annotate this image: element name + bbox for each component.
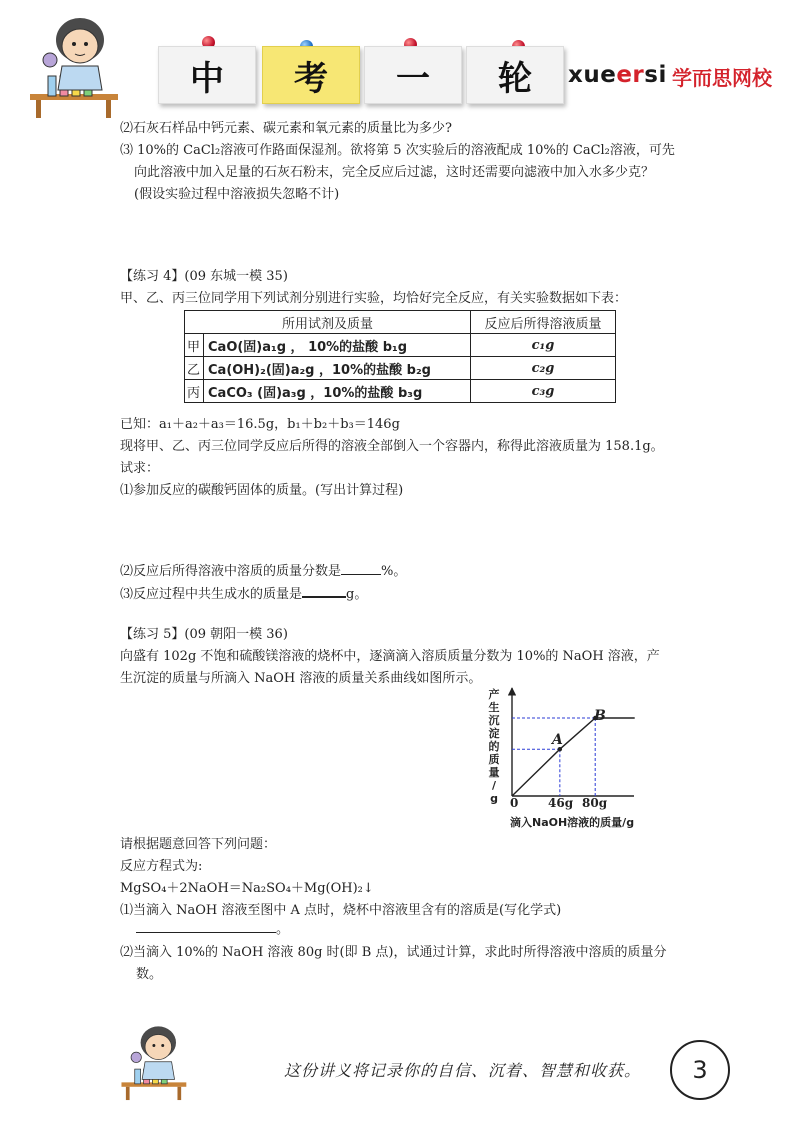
x-tick-80: 80g (582, 796, 608, 810)
exercise5-prompt: 请根据题意回答下列问题： (120, 837, 277, 852)
exercise4-ask: 试求： (120, 461, 160, 476)
table-header-result: 反应后所得溶液质量 (470, 311, 615, 334)
prev-q3-line2: 向此溶液中加入足量的石灰石粉末，完全反应后过滤，这时还需要向滤液中加入水多少克？ (134, 165, 655, 180)
y-label-char: 淀 (488, 727, 500, 740)
table-cell-reagent: CaCO₃ (固)a₃g ，10%的盐酸 b₃g (204, 380, 471, 403)
exercise4-q2-unit: %。 (381, 564, 407, 579)
header-card-2: 考 (262, 46, 360, 104)
point-a-label: A (552, 732, 563, 748)
exercise5-q1-answer (136, 918, 289, 941)
exercise4-q2-text: ⑵反应后所得溶液中溶质的质量分数是 (120, 564, 342, 579)
prev-q3-line3: (假设实验过程中溶液损失忽略不计) (134, 187, 340, 202)
point-b-label: B (594, 708, 606, 724)
exercise4-q3-text: ⑶反应过程中共生成水的质量是 (120, 587, 303, 602)
exercise4-q3-unit: g。 (346, 587, 368, 602)
table-row (185, 380, 616, 403)
x-tick-46: 46g (548, 796, 574, 810)
brand-part-a: xue (568, 62, 617, 88)
exercise5-eq-label: 反应方程式为: (120, 859, 203, 874)
experiment-table (184, 310, 616, 403)
y-axis-label (486, 688, 502, 805)
exercise5-q1-line1: ⑴当滴入 NaOH 溶液至图中 A 点时，烧杯中溶液里含有的溶质是(写化学式) (120, 903, 562, 918)
table-cell-result: c₁g (470, 334, 615, 357)
precipitate-graph-svg (486, 684, 696, 834)
exercise4-mix: 现将甲、乙、丙三位同学反应后所得的溶液全部倒入一个容器内，称得此溶液质量为 158.1g。 (120, 439, 664, 454)
footer-mascot-icon (120, 1020, 190, 1102)
x-axis-label: 滴入NaOH溶液的质量/g (510, 816, 635, 829)
table-cell-reagent: Ca(OH)₂(固)a₂g ，10%的盐酸 b₂g (204, 357, 471, 380)
y-label-char: / (491, 779, 497, 792)
exercise5-intro-line1: 向盛有 102g 不饱和硫酸镁溶液的烧杯中，逐滴滴入溶质质量分数为 10%的 NaOH 溶液，产 (120, 649, 660, 664)
exercise5-title: 【练习 5】(09 朝阳一模 36) (120, 627, 288, 642)
answer-blank[interactable] (302, 582, 346, 598)
table-header-row (185, 311, 616, 334)
prev-q2: ⑵石灰石样品中钙元素、碳元素和氧元素的质量比为多少? (120, 121, 452, 136)
header-card-3: 一 (364, 46, 462, 104)
header-card-4: 轮 (466, 46, 564, 104)
y-label-char: g (490, 792, 498, 805)
table-cell-who: 甲 (185, 334, 204, 357)
y-label-char: 沉 (488, 714, 500, 727)
exercise4-q3 (120, 582, 367, 606)
exercise5-q2-line2: 数。 (136, 967, 163, 982)
table-cell-result: c₃g (470, 380, 615, 403)
brand-name-zh: 学而思网校 (672, 66, 772, 90)
precipitate-curve (512, 718, 635, 796)
brand-part-b: er (616, 62, 645, 88)
header-card-1: 中 (158, 46, 256, 104)
exercise5-intro-line2: 生沉淀的质量与所滴入 NaOH 溶液的质量关系曲线如图所示。 (120, 671, 482, 686)
x-tick-0: 0 (510, 796, 519, 810)
exercise4-q1: ⑴参加反应的碳酸钙固体的质量。(写出计算过程) (120, 483, 404, 498)
exercise4-title: 【练习 4】(09 东城一模 35) (120, 269, 288, 284)
exercise4-q2 (120, 560, 406, 583)
page-number: 3 (670, 1040, 730, 1100)
exercise5-q2-line1: ⑵当滴入 10%的 NaOH 溶液 80g 时(即 B 点)，试通过计算，求此时所得溶液中溶质的质量分 (120, 945, 667, 960)
y-label-char: 生 (488, 701, 500, 714)
table-cell-who: 丙 (185, 380, 204, 403)
table-cell-who: 乙 (185, 357, 204, 380)
exercise5-equation: MgSO₄＋2NaOH＝Na₂SO₄＋Mg(OH)₂↓ (120, 881, 374, 896)
table-header-reagent: 所用试剂及质量 (185, 311, 471, 334)
y-label-char: 的 (488, 740, 500, 753)
prev-q3-line1: ⑶ 10%的 CaCl₂溶液可作路面保湿剂。欲将第 5 次实验后的溶液配成 10%的 CaCl₂溶液，可先 (120, 143, 675, 158)
table-row (185, 357, 616, 380)
brand-part-c: si (644, 62, 667, 88)
table-cell-result: c₂g (470, 357, 615, 380)
table-cell-reagent: CaO(固)a₁g ， 10%的盐酸 b₁g (204, 334, 471, 357)
scientist-mascot-icon (28, 10, 123, 120)
table-row (185, 334, 616, 357)
y-label-char: 质 (488, 753, 500, 766)
y-label-char: 量 (488, 766, 500, 779)
y-label-char: 产 (488, 688, 500, 701)
answer-blank[interactable] (341, 560, 381, 575)
page-header (0, 0, 800, 120)
exercise4-intro: 甲、乙、丙三位同学用下列试剂分别进行实验，均恰好完全反应，有关实验数据如下表： (120, 291, 628, 306)
brand-logo-text (568, 62, 667, 88)
precipitate-graph (486, 684, 696, 834)
answer-blank[interactable] (136, 918, 276, 933)
exercise5-q1-tail: 。 (276, 922, 290, 937)
footer-slogan: 这份讲义将记录你的自信、沉着、智慧和收获。 (284, 1061, 642, 1080)
exercise4-known: 已知：a₁＋a₂＋a₃＝16.5g，b₁＋b₂＋b₃＝146g (120, 417, 400, 432)
